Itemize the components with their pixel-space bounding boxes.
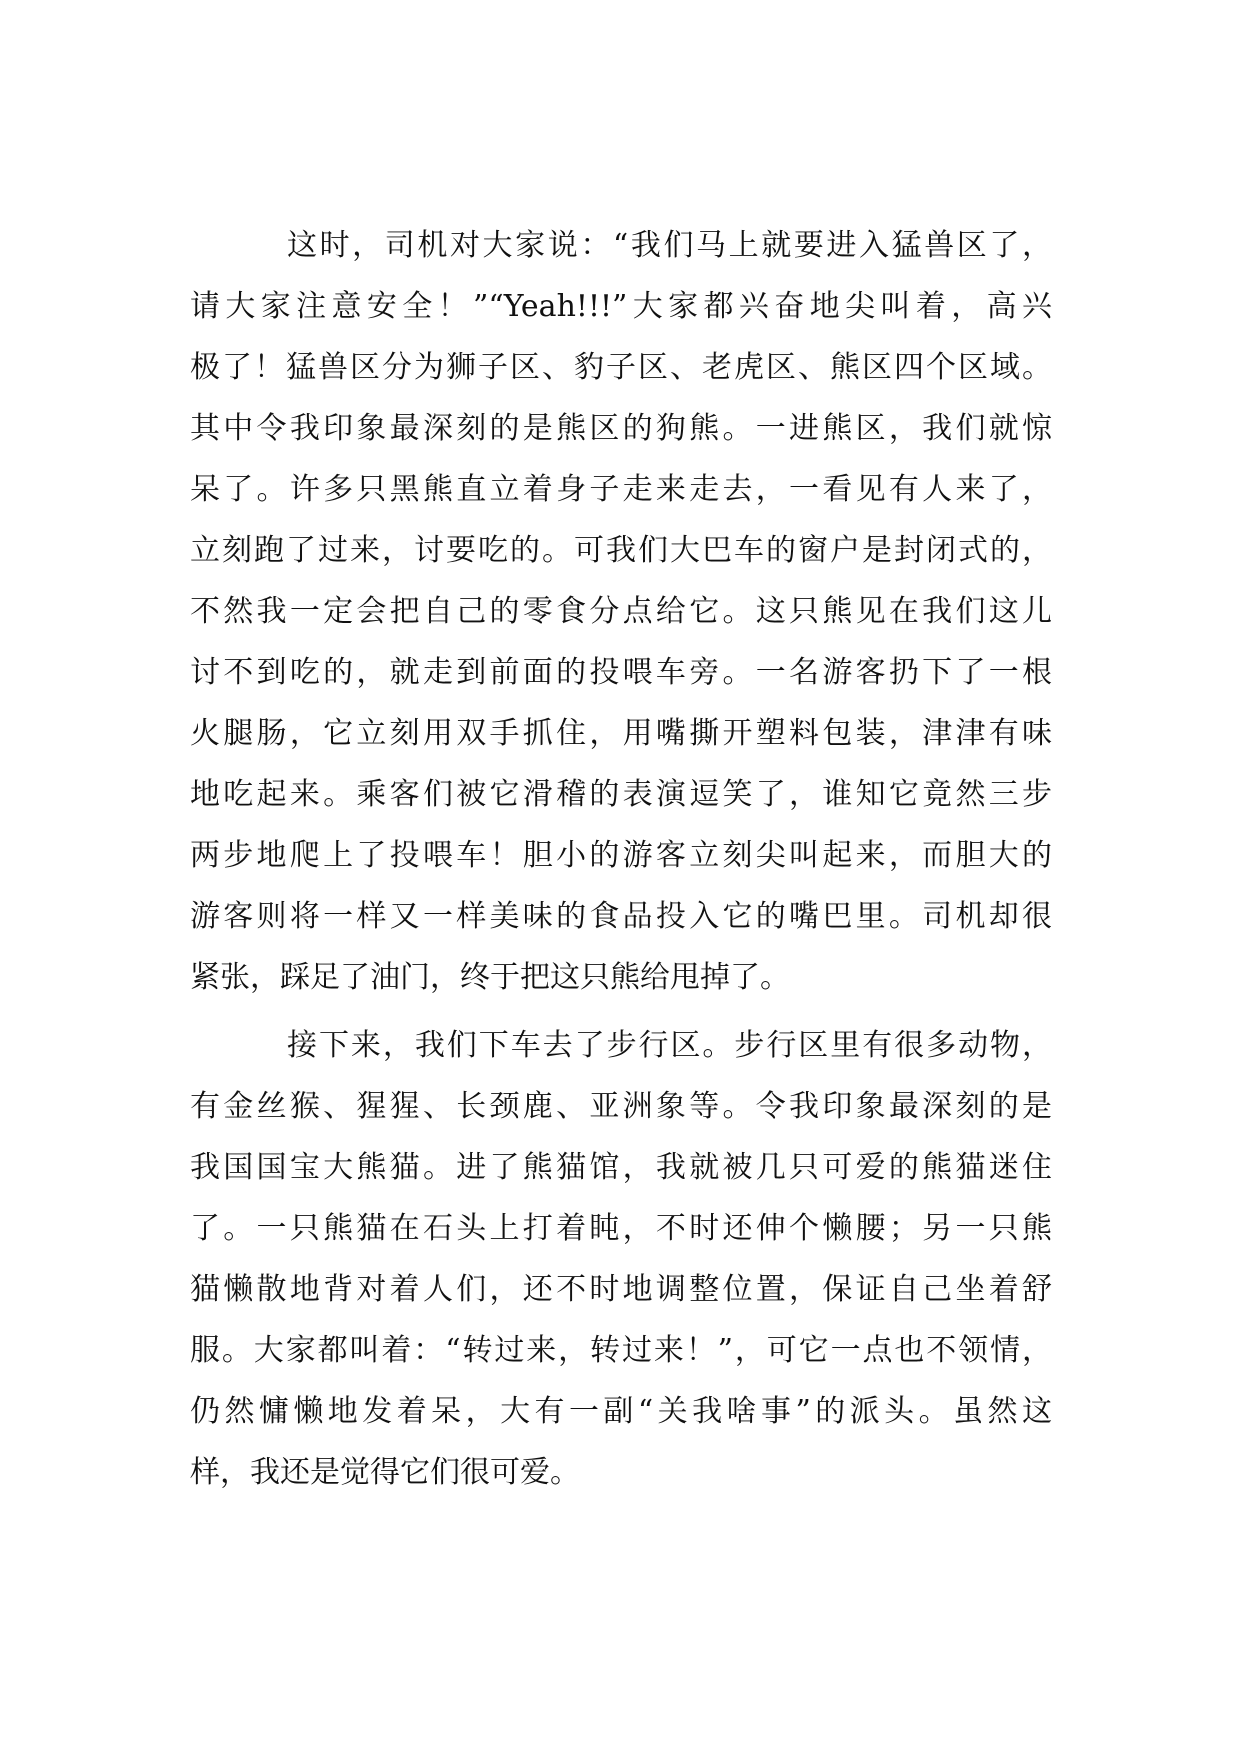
paragraph-line: 请大家注意安全！”“Yeah!!!”大家都兴奋地尖叫着，高兴 <box>190 289 1052 324</box>
paragraph-line: 样，我还是觉得它们很可爱。 <box>190 1455 580 1490</box>
paragraph-line: 接下来，我们下车去了步行区。步行区里有很多动物， <box>287 1028 1052 1063</box>
paragraph-bear-zone <box>190 215 1052 1008</box>
paragraph-line: 两步地爬上了投喂车！胆小的游客立刻尖叫起来，而胆大的 <box>190 838 1052 873</box>
paragraph-walking-zone <box>190 1015 1052 1503</box>
paragraph-line: 紧张，踩足了油门，终于把这只熊给甩掉了。 <box>190 960 790 995</box>
paragraph-line: 地吃起来。乘客们被它滑稽的表演逗笑了，谁知它竟然三步 <box>190 777 1052 812</box>
paragraph-line: 立刻跑了过来，讨要吃的。可我们大巴车的窗户是封闭式的， <box>190 533 1052 568</box>
paragraph-line: 呆了。许多只黑熊直立着身子走来走去，一看见有人来了， <box>190 472 1052 507</box>
paragraph-line: 仍然慵懒地发着呆，大有一副“关我啥事”的派头。虽然这 <box>190 1394 1052 1429</box>
paragraph-line: 游客则将一样又一样美味的食品投入它的嘴巴里。司机却很 <box>190 899 1052 934</box>
paragraph-line: 有金丝猴、猩猩、长颈鹿、亚洲象等。令我印象最深刻的是 <box>190 1089 1052 1124</box>
paragraph-line: 火腿肠，它立刻用双手抓住，用嘴撕开塑料包装，津津有味 <box>190 716 1052 751</box>
paragraph-line: 讨不到吃的，就走到前面的投喂车旁。一名游客扔下了一根 <box>190 655 1052 690</box>
paragraph-line: 猫懒散地背对着人们，还不时地调整位置，保证自己坐着舒 <box>190 1272 1052 1307</box>
paragraph-line: 不然我一定会把自己的零食分点给它。这只熊见在我们这儿 <box>190 594 1052 629</box>
paragraph-line: 这时，司机对大家说：“我们马上就要进入猛兽区了， <box>287 228 1052 263</box>
paragraph-line: 极了！猛兽区分为狮子区、豹子区、老虎区、熊区四个区域。 <box>190 350 1052 385</box>
paragraph-line: 其中令我印象最深刻的是熊区的狗熊。一进熊区，我们就惊 <box>190 411 1052 446</box>
paragraph-line: 服。大家都叫着：“转过来，转过来！”，可它一点也不领情， <box>190 1333 1052 1368</box>
paragraph-line: 我国国宝大熊猫。进了熊猫馆，我就被几只可爱的熊猫迷住 <box>190 1150 1052 1185</box>
paragraph-line: 了。一只熊猫在石头上打着盹，不时还伸个懒腰；另一只熊 <box>190 1211 1052 1246</box>
